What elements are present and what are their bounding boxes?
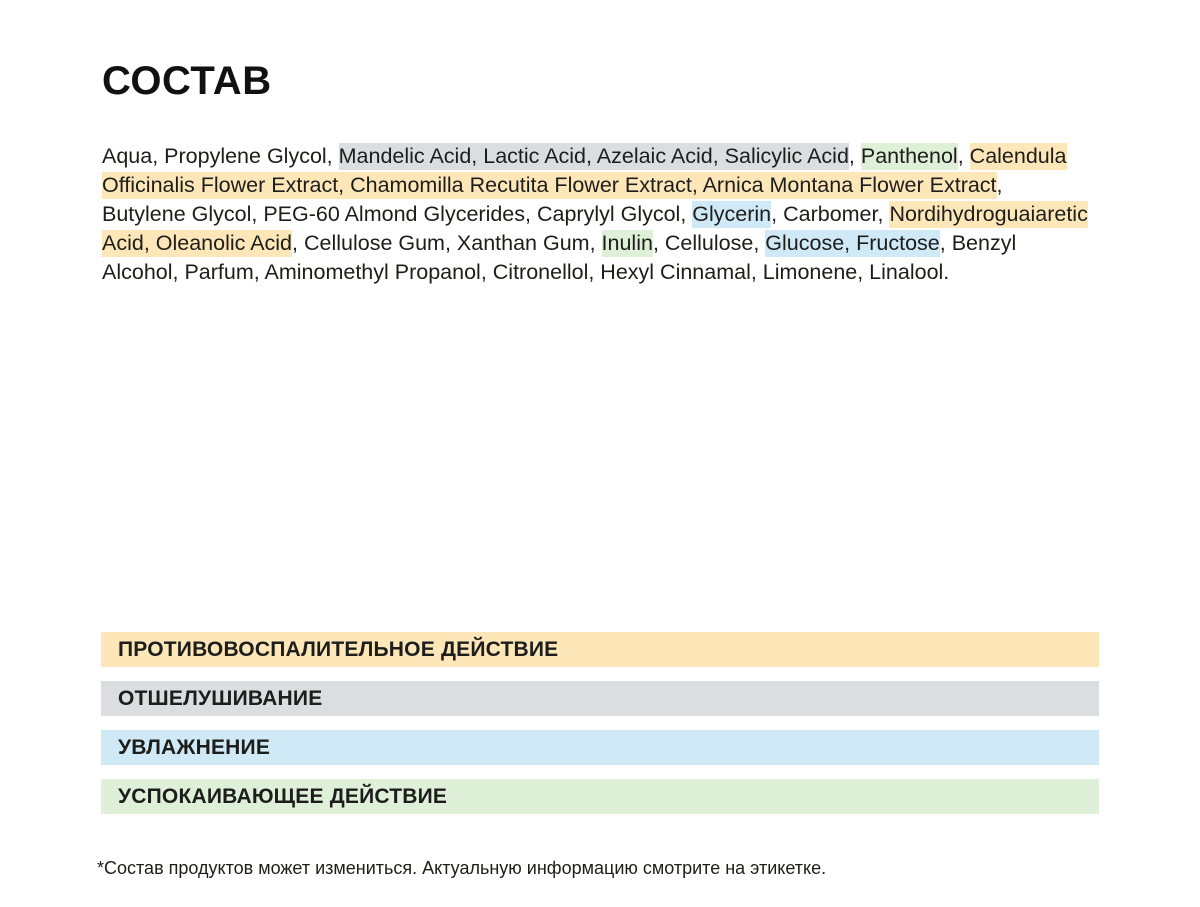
legend-item-hydration xyxy=(101,730,1099,765)
ingredient-segment-highlighted: Calendula Officinalis Flower Extract, Chamomilla Recutita Flower Extract, Arnica Montana Flower Extract xyxy=(102,144,1067,197)
ingredient-segment-highlighted: Glycerin xyxy=(692,202,772,226)
ingredient-segment-highlighted: Inulin xyxy=(601,231,653,255)
ingredient-segment-highlighted: Nordihydroguaiaretic Acid, Oleanolic Acid xyxy=(102,202,1088,255)
ingredient-segment: , Benzyl Alcohol, Parfum, Aminomethyl Propanol, Citronellol, Hexyl Cinnamal, Limonene, Linalool. xyxy=(102,231,1017,284)
ingredient-segment: , Carbomer, xyxy=(771,202,890,226)
legend-label: УВЛАЖНЕНИЕ xyxy=(118,735,271,759)
legend xyxy=(101,632,1099,828)
legend-item-exfoliation xyxy=(101,681,1099,716)
legend-label: ПРОТИВОВОСПАЛИТЕЛЬНОЕ ДЕЙСТВИЕ xyxy=(118,637,559,661)
ingredients-list xyxy=(102,142,1092,287)
ingredient-segment: , xyxy=(848,144,861,168)
footnote: *Состав продуктов может измениться. Актуальную информацию смотрите на этикетке. xyxy=(97,858,827,878)
ingredient-segment-highlighted: Panthenol xyxy=(860,144,958,168)
ingredient-segment-highlighted: Glucose, Fructose xyxy=(765,231,940,255)
ingredient-segment: , xyxy=(957,144,970,168)
ingredient-segment: Aqua, Propylene Glycol, xyxy=(102,144,339,168)
ingredient-segment-highlighted: Mandelic Acid, Lactic Acid, Azelaic Acid, Salicylic Acid xyxy=(338,144,849,168)
legend-item-soothing xyxy=(101,779,1099,814)
ingredient-segment: , Cellulose, xyxy=(652,231,766,255)
ingredient-segment: , Cellulose Gum, Xanthan Gum, xyxy=(292,231,602,255)
legend-label: УСПОКАИВАЮЩЕЕ ДЕЙСТВИЕ xyxy=(118,784,448,808)
page-title: СОСТАВ xyxy=(102,59,272,103)
ingredient-segment: , Butylene Glycol, PEG-60 Almond Glycerides, Caprylyl Glycol, xyxy=(102,173,1003,226)
legend-label: ОТШЕЛУШИВАНИЕ xyxy=(118,686,323,710)
legend-item-anti-inflammatory xyxy=(101,632,1099,667)
